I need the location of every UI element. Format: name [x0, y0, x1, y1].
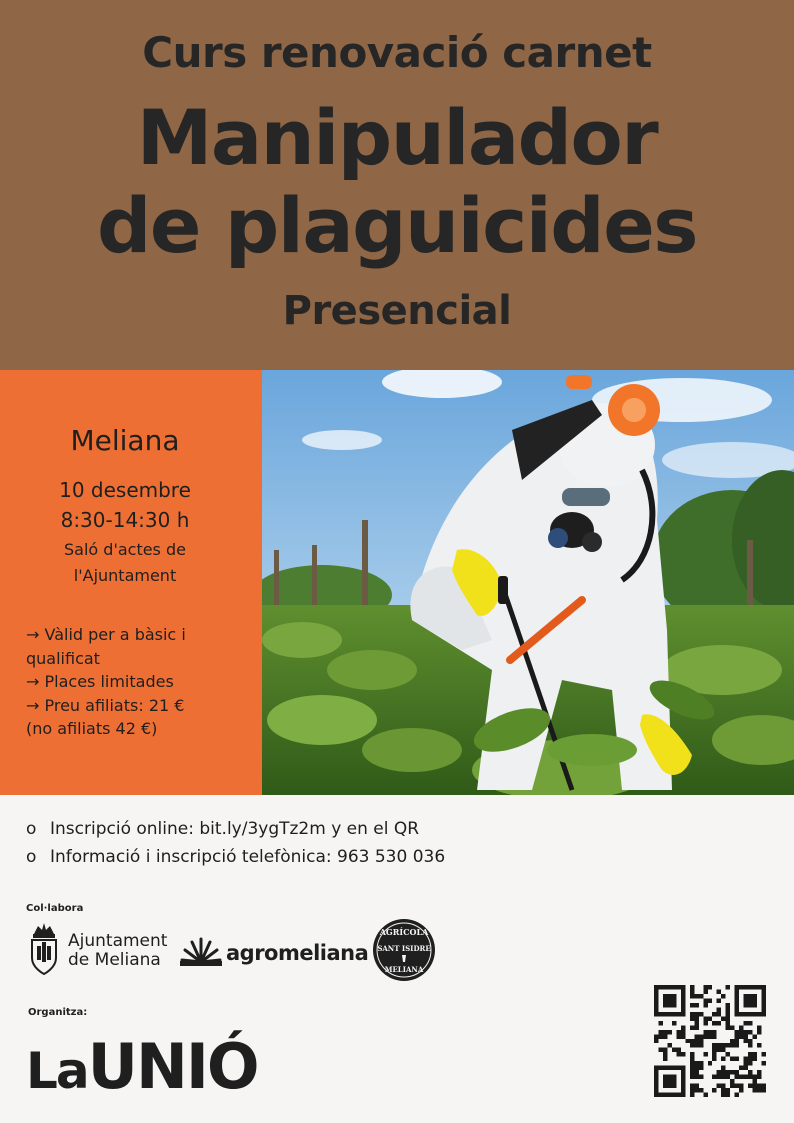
- sunburst-icon: [180, 936, 222, 966]
- agromeliana-logo: [180, 930, 369, 970]
- online-registration-text: Inscripció online: bit.ly/3ygTz2m y en el QR: [50, 819, 420, 839]
- seal-top-text: AGRÍCOLA: [379, 927, 429, 937]
- registration-info: [26, 815, 445, 871]
- course-title-line1: Manipulador: [136, 93, 658, 182]
- bullet-icon: o: [26, 847, 37, 867]
- launio-unio: UNIÓ: [87, 1030, 258, 1103]
- event-place-line2: l'Ajuntament: [73, 566, 177, 585]
- qr-code-icon[interactable]: [654, 985, 766, 1097]
- feature-line: → Preu afiliats: 21 €: [26, 695, 185, 715]
- event-place-line1: Saló d'actes de: [64, 540, 186, 559]
- organitza-label: Organitza:: [28, 1007, 88, 1018]
- agromeliana-name: agromeliana: [226, 941, 369, 965]
- qr-code-graphic: [654, 985, 766, 1097]
- event-time: 8:30-14:30 h: [60, 508, 190, 532]
- event-details-panel: [0, 370, 262, 795]
- photo-illustration: [262, 370, 794, 795]
- feature-line: → Vàlid per a bàsic i: [26, 625, 186, 644]
- collabora-label: Col·labora: [26, 903, 84, 914]
- ajuntament-meliana-logo: [28, 920, 168, 978]
- ajuntament-name: [68, 932, 167, 970]
- seal-icon: [372, 918, 436, 982]
- launio-la: La: [26, 1042, 88, 1100]
- bullet-icon: o: [26, 819, 37, 839]
- launio-logo: [26, 1030, 258, 1103]
- event-city: Meliana: [70, 424, 180, 457]
- feature-line: (no afiliats 42 €): [26, 719, 158, 738]
- event-features-list: [26, 623, 256, 741]
- course-subtitle: Curs renovació carnet: [142, 28, 652, 77]
- feature-line: → Places limitades: [26, 672, 174, 691]
- info-row: [26, 815, 445, 843]
- seal-bottom-text: MELIANA: [384, 965, 424, 974]
- phone-registration-text: Informació i inscripció telefònica: 963 530 036: [50, 847, 446, 867]
- seal-middle-text: SANT ISIDRE: [377, 944, 431, 953]
- ajuntament-line2: de Meliana: [68, 950, 161, 970]
- pesticide-sprayer-photo: [262, 370, 794, 795]
- event-date: 10 desembre: [59, 478, 191, 502]
- coat-of-arms-icon: [28, 920, 60, 976]
- header-banner: [0, 0, 794, 370]
- course-mode: Presencial: [282, 288, 512, 334]
- info-row: [26, 843, 445, 871]
- feature-line: qualificat: [26, 648, 100, 668]
- ajuntament-line1: Ajuntament: [68, 931, 168, 951]
- course-title-line2: de plaguicides: [97, 181, 697, 270]
- agricola-sant-isidre-seal: [372, 918, 436, 982]
